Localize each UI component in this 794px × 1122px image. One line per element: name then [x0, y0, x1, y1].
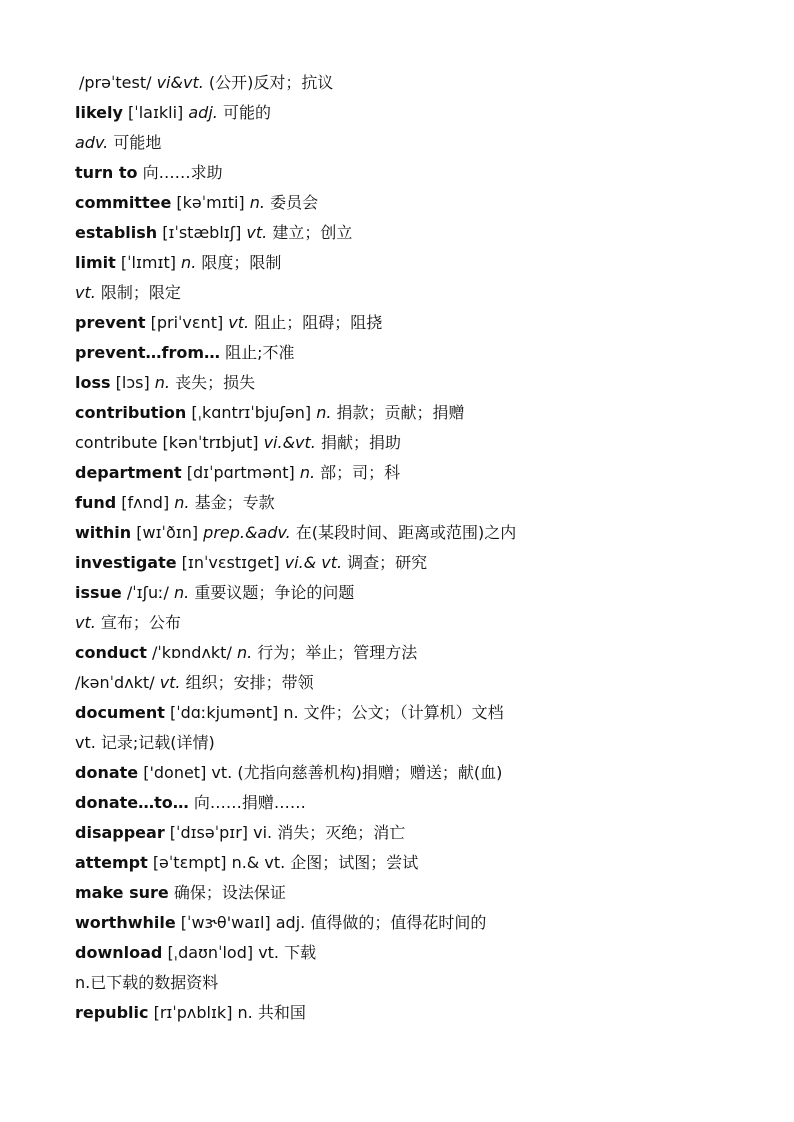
vocab-entry [79, 68, 775, 98]
vocab-entry [75, 278, 775, 308]
vocab-part-of-speech: prep.&adv. [203, 523, 291, 542]
vocab-part-of-speech: vi.&vt. [263, 433, 316, 452]
vocab-word: turn to [75, 163, 138, 182]
vocab-meaning: n. 文件；公文；（计算机）文档 [283, 703, 504, 722]
vocab-word: issue [75, 583, 122, 602]
vocab-meaning: 宣布；公布 [100, 613, 181, 632]
vocab-entry [75, 128, 775, 158]
vocab-pronunciation: [ɪnˈvɛstɪget] [181, 553, 280, 572]
vocab-word: fund [75, 493, 117, 512]
vocab-entry [75, 818, 775, 848]
vocab-pronunciation: [wɪˈðɪn] [136, 523, 199, 542]
vocab-word: donate…to… [75, 793, 189, 812]
vocab-meaning: 建立；创立 [272, 223, 353, 242]
vocab-entry [75, 578, 775, 608]
vocab-entry [75, 368, 775, 398]
vocab-meaning: 捐款；贡献；捐赠 [336, 403, 465, 422]
vocab-meaning: n. 共和国 [237, 1003, 306, 1022]
vocab-meaning: vt. (尤指向慈善机构)捐赠；赠送；献(血) [211, 763, 503, 782]
vocab-pronunciation: [ɪˈstæblɪʃ] [162, 223, 242, 242]
vocab-word: committee [75, 193, 172, 212]
vocab-word: download [75, 943, 163, 962]
vocab-entry [75, 488, 775, 518]
vocab-pronunciation: [kəˈmɪti] [176, 193, 245, 212]
vocab-part-of-speech: vt. [75, 613, 96, 632]
vocab-meaning: 可能地 [113, 133, 162, 152]
vocab-part-of-speech: vt. [228, 313, 250, 332]
vocab-entry [75, 848, 775, 878]
vocab-meaning: 在(某段时间、距离或范围)之内 [295, 523, 517, 542]
vocab-entry [75, 608, 775, 638]
vocab-meaning: 限度；限制 [201, 253, 282, 272]
vocab-meaning: vi. 消失；灭绝；消亡 [253, 823, 406, 842]
vocab-part-of-speech: vi.& vt. [284, 553, 343, 572]
vocab-word: contribution [75, 403, 187, 422]
vocab-entry [75, 428, 775, 458]
vocab-meaning: 向……捐赠…… [193, 793, 306, 812]
vocab-pronunciation: [dɪˈpɑrtmənt] [186, 463, 295, 482]
vocab-word: prevent…from… [75, 343, 221, 362]
vocab-word: document [75, 703, 165, 722]
vocab-entry [75, 908, 775, 938]
vocab-pronunciation: [fʌnd] [121, 493, 170, 512]
vocab-entry [75, 878, 775, 908]
vocab-entry [75, 248, 775, 278]
vocab-meaning: 基金；专款 [194, 493, 275, 512]
vocab-entry [75, 188, 775, 218]
vocab-meaning: n.& vt. 企图；试图；尝试 [231, 853, 419, 872]
vocab-entry [75, 638, 775, 668]
vocab-word: loss [75, 373, 111, 392]
vocab-entry [75, 398, 775, 428]
vocab-part-of-speech: vt. [75, 283, 96, 302]
vocab-entry [75, 158, 775, 188]
vocab-part-of-speech: vt. [246, 223, 268, 242]
vocab-part-of-speech: adv. [75, 133, 109, 152]
vocab-meaning: 可能的 [222, 103, 271, 122]
vocab-part-of-speech: n. [299, 463, 316, 482]
vocab-part-of-speech: vi&vt. [156, 73, 204, 92]
vocab-word: limit [75, 253, 116, 272]
vocab-pronunciation: [rɪˈpʌblɪk] [153, 1003, 233, 1022]
vocab-entry [75, 938, 775, 968]
vocab-pronunciation: [priˈvɛnt] [150, 313, 224, 332]
vocab-meaning: 阻止；阻碍；阻挠 [254, 313, 383, 332]
vocab-word: conduct [75, 643, 147, 662]
vocab-meaning: 限制；限定 [100, 283, 181, 302]
vocab-entry [75, 548, 775, 578]
vocab-entry [75, 458, 775, 488]
vocab-part-of-speech: vt. [159, 673, 181, 692]
vocab-part-of-speech: n. [316, 403, 332, 422]
vocab-meaning: 捐献；捐助 [320, 433, 401, 452]
vocab-meaning: 委员会 [270, 193, 319, 212]
vocab-entry [75, 758, 775, 788]
vocab-pronunciation: [ˈdɑːkjumənt] [169, 703, 279, 722]
vocab-entry [75, 668, 775, 698]
vocab-pronunciation: [ˈwɝθ'waɪl] [180, 913, 271, 932]
vocab-part-of-speech: n. [154, 373, 171, 392]
vocab-part-of-speech: n. [181, 253, 197, 272]
vocab-entry [75, 998, 775, 1028]
vocab-meaning: vt. 记录;记载(详情) [75, 733, 215, 752]
vocab-pronunciation: contribute [kənˈtrɪbjut] [75, 433, 259, 452]
vocab-word: likely [75, 103, 123, 122]
vocab-word: disappear [75, 823, 165, 842]
vocab-word: prevent [75, 313, 146, 332]
vocab-entry [75, 968, 775, 998]
vocab-meaning: vt. 下载 [258, 943, 317, 962]
vocab-meaning: adj. 值得做的；值得花时间的 [275, 913, 487, 932]
vocab-meaning: 部；司；科 [320, 463, 401, 482]
vocab-pronunciation: [ˈdɪsəˈpɪr] [169, 823, 249, 842]
vocab-word: worthwhile [75, 913, 176, 932]
vocab-pronunciation: /kənˈdʌkt/ [75, 673, 155, 692]
vocab-entry [75, 788, 775, 818]
vocab-word: republic [75, 1003, 149, 1022]
vocab-meaning: 调查；研究 [347, 553, 428, 572]
vocab-meaning: 向……求助 [142, 163, 223, 182]
vocab-meaning: 确保；设法保证 [173, 883, 286, 902]
vocab-word: investigate [75, 553, 177, 572]
vocab-word: make sure [75, 883, 169, 902]
vocab-word: establish [75, 223, 158, 242]
vocab-pronunciation: /ˈɪʃuː/ [126, 583, 169, 602]
vocab-meaning: (公开)反对；抗议 [208, 73, 334, 92]
vocab-entry [75, 698, 775, 728]
vocab-entry [75, 518, 775, 548]
vocab-entry [75, 308, 775, 338]
vocab-meaning: 组织；安排；带领 [185, 673, 314, 692]
vocab-entry [75, 728, 775, 758]
vocab-part-of-speech: n. [249, 193, 265, 212]
vocab-pronunciation: [ˌkɑntrɪˈbjuʃən] [191, 403, 312, 422]
vocab-meaning: 重要议题；争论的问题 [194, 583, 355, 602]
vocab-entry [75, 338, 775, 368]
vocab-word: within [75, 523, 132, 542]
vocab-pronunciation: [lɔs] [115, 373, 150, 392]
vocab-word: department [75, 463, 182, 482]
vocab-meaning: 阻止;不准 [225, 343, 295, 362]
vocab-meaning: n.已下载的数据资料 [75, 973, 219, 992]
vocab-word: donate [75, 763, 139, 782]
vocab-part-of-speech: n. [236, 643, 253, 662]
vocab-part-of-speech: adj. [188, 103, 218, 122]
vocab-entry [75, 98, 775, 128]
vocab-entry [75, 218, 775, 248]
vocab-part-of-speech: n. [174, 583, 190, 602]
vocab-pronunciation: [ˈlɪmɪt] [120, 253, 176, 272]
vocab-pronunciation: [əˈtɛmpt] [152, 853, 227, 872]
vocab-part-of-speech: n. [174, 493, 190, 512]
vocab-meaning: 丧失；损失 [175, 373, 256, 392]
vocab-word: attempt [75, 853, 148, 872]
vocab-pronunciation: /ˈkɒndʌkt/ [151, 643, 232, 662]
vocab-pronunciation: ['donet] [143, 763, 207, 782]
vocab-meaning: 行为；举止；管理方法 [257, 643, 418, 662]
vocabulary-list [75, 68, 775, 1028]
vocab-pronunciation: [ˌdaʊnˈlod] [167, 943, 254, 962]
vocab-pronunciation: /prəˈtest/ [79, 73, 152, 92]
vocab-pronunciation: [ˈlaɪkli] [128, 103, 184, 122]
